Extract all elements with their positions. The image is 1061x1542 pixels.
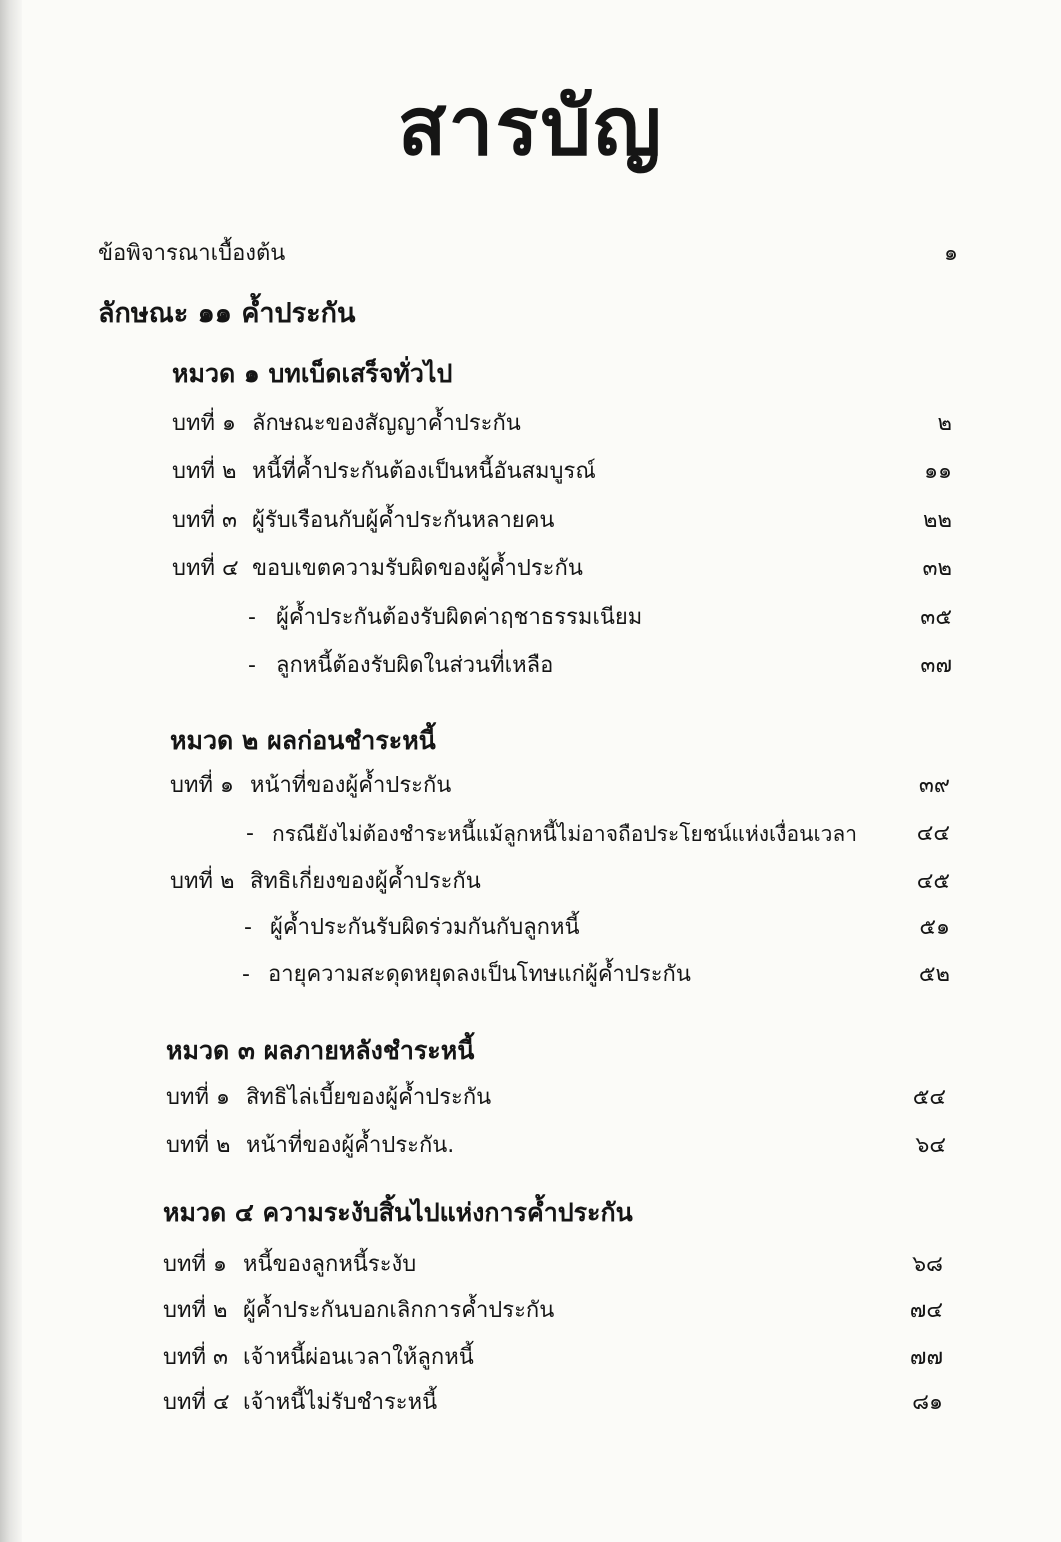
chapter-title: หนี้ของลูกหนี้ระงับ xyxy=(243,1252,417,1277)
toc-page-number: ๖๘ xyxy=(912,1252,943,1277)
bullet-dash: - xyxy=(246,821,254,846)
chapter-title: ลักษณะของสัญญาค้ำประกัน xyxy=(252,411,521,436)
toc-subentry[interactable] xyxy=(172,644,952,688)
toc-chapter-entry[interactable] xyxy=(170,860,950,904)
chapter-title: หนี้ที่ค้ำประกันต้องเป็นหนี้อันสมบูรณ์ xyxy=(252,459,596,484)
section-heading xyxy=(163,1191,943,1235)
section-heading-label: หมวด ๒ ผลก่อนชำระหนี้ xyxy=(170,726,436,755)
toc-page-number: ๗๗ xyxy=(909,1345,943,1370)
toc-chapter-entry[interactable] xyxy=(170,764,950,808)
toc-chapter-entry[interactable] xyxy=(163,1336,943,1380)
chapter-label: บทที่ ๒ xyxy=(166,1133,231,1158)
section-heading-label: หมวด ๓ ผลภายหลังชำระหนี้ xyxy=(166,1036,475,1065)
chapter-label: บทที่ ๒ xyxy=(172,459,237,484)
chapter-label: บทที่ ๑ xyxy=(166,1085,230,1110)
toc-page-number: ๕๒ xyxy=(918,962,950,987)
chapter-label: บทที่ ๑ xyxy=(170,773,234,798)
chapter-label: บทที่ ๔ xyxy=(163,1390,230,1415)
chapter-title: สิทธิไล่เบี้ยของผู้ค้ำประกัน xyxy=(246,1085,492,1110)
toc-subentry[interactable] xyxy=(172,596,952,640)
toc-subentry[interactable] xyxy=(170,906,950,950)
toc-chapter-entry[interactable] xyxy=(163,1381,943,1425)
chapter-title: ผู้รับเรือนกับผู้ค้ำประกันหลายคน xyxy=(252,508,555,533)
subentry-title: ผู้ค้ำประกันรับผิดร่วมกันกับลูกหนี้ xyxy=(270,915,580,940)
chapter-label: บทที่ ๓ xyxy=(172,508,238,533)
toc-chapter-entry[interactable] xyxy=(172,450,952,494)
chapter-title: หน้าที่ของผู้ค้ำประกัน. xyxy=(246,1133,455,1158)
chapter-label: บทที่ ๔ xyxy=(172,556,239,581)
toc-intro-label: ข้อพิจารณาเบื้องต้น xyxy=(98,241,286,266)
toc-page-number: ๕๔ xyxy=(912,1085,946,1110)
toc-chapter-entry[interactable] xyxy=(166,1124,946,1168)
chapter-label: บทที่ ๒ xyxy=(170,869,235,894)
bullet-dash: - xyxy=(244,915,252,940)
toc-subentry[interactable] xyxy=(170,812,950,856)
page-title: สารบัญ xyxy=(397,80,664,173)
section-heading xyxy=(166,1029,946,1073)
subentry-title: กรณียังไม่ต้องชำระหนี้แม้ลูกหนี้ไม่อาจถือประโยชน์แห่งเงื่อนเวลา xyxy=(272,822,858,846)
toc-page-number: ๖๔ xyxy=(915,1133,946,1158)
toc-chapter-entry[interactable] xyxy=(163,1243,943,1287)
toc-subentry[interactable] xyxy=(170,953,950,997)
toc-chapter-entry[interactable] xyxy=(163,1289,943,1333)
toc-chapter-entry[interactable] xyxy=(166,1076,946,1120)
bullet-dash: - xyxy=(242,962,250,987)
toc-page-number: ๓๕ xyxy=(920,605,952,630)
toc-page-number: ๘๑ xyxy=(912,1390,943,1415)
section-heading xyxy=(170,719,950,763)
bullet-dash: - xyxy=(248,653,256,678)
toc-page-number: ๒ xyxy=(937,411,952,436)
toc-intro-entry[interactable] xyxy=(98,232,958,276)
toc-chapter-entry[interactable] xyxy=(172,547,952,591)
toc-page-number: ๔๔ xyxy=(916,821,950,846)
toc-page-number: ๒๒ xyxy=(922,508,952,533)
toc-page-number: ๑๑ xyxy=(924,459,952,484)
chapter-title: ขอบเขตความรับผิดของผู้ค้ำประกัน xyxy=(252,556,583,581)
part-label: ลักษณะ ๑๑ ค้ำประกัน xyxy=(98,298,356,329)
chapter-label: บทที่ ๑ xyxy=(172,411,236,436)
chapter-title: เจ้าหนี้ไม่รับชำระหนี้ xyxy=(243,1390,438,1415)
chapter-label: บทที่ ๓ xyxy=(163,1345,229,1370)
toc-part-heading xyxy=(98,292,958,336)
toc-page-number: ๑ xyxy=(944,241,958,266)
chapter-title: สิทธิเกี่ยงของผู้ค้ำประกัน xyxy=(250,869,481,894)
section-heading-label: หมวด ๑ บทเบ็ดเสร็จทั่วไป xyxy=(172,359,453,388)
chapter-title: หน้าที่ของผู้ค้ำประกัน xyxy=(250,773,452,798)
chapter-title: เจ้าหนี้ผ่อนเวลาให้ลูกหนี้ xyxy=(243,1345,474,1370)
section-heading-label: หมวด ๔ ความระงับสิ้นไปแห่งการค้ำประกัน xyxy=(163,1198,633,1227)
subentry-title: ผู้ค้ำประกันต้องรับผิดค่าฤชาธรรมเนียม xyxy=(276,605,643,630)
toc-page-number: ๓๒ xyxy=(922,556,952,581)
chapter-title: ผู้ค้ำประกันบอกเลิกการค้ำประกัน xyxy=(243,1298,555,1323)
bullet-dash: - xyxy=(248,605,256,630)
section-heading xyxy=(172,352,952,396)
chapter-label: บทที่ ๑ xyxy=(163,1252,227,1277)
subentry-title: ลูกหนี้ต้องรับผิดในส่วนที่เหลือ xyxy=(276,653,554,678)
toc-chapter-entry[interactable] xyxy=(172,402,952,446)
toc-page-number: ๕๑ xyxy=(919,915,950,940)
toc-chapter-entry[interactable] xyxy=(172,499,952,543)
toc-page-number: ๔๕ xyxy=(916,869,950,894)
subentry-title: อายุความสะดุดหยุดลงเป็นโทษแก่ผู้ค้ำประกัน xyxy=(268,962,691,987)
toc-page-number: ๓๗ xyxy=(920,653,952,678)
chapter-label: บทที่ ๒ xyxy=(163,1298,228,1323)
toc-page-number: ๓๙ xyxy=(918,773,950,798)
toc-page-number: ๗๔ xyxy=(909,1298,943,1323)
